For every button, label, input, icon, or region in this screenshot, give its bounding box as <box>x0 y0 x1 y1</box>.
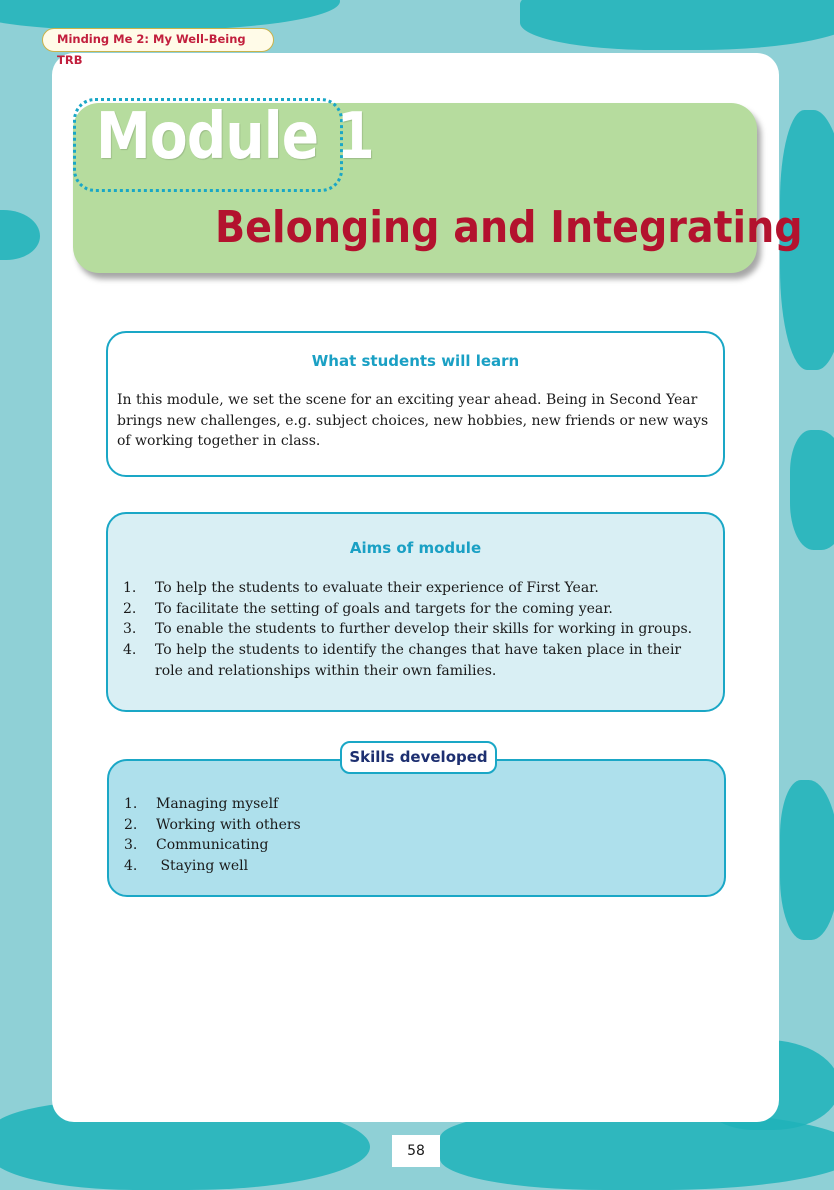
module-number: Module 1 <box>96 100 374 174</box>
learn-text: In this module, we set the scene for an exciting year ahead. Being in Second Year brings new challenges, e.g. subject choices, new hobbies, new friends or new ways of working together in class. <box>117 392 709 449</box>
background-splash <box>0 210 40 260</box>
list-text: To facilitate the setting of goals and targets for the coming year. <box>155 600 613 617</box>
list-item <box>123 640 703 681</box>
learn-box <box>106 331 725 477</box>
list-item <box>123 619 703 640</box>
list-number: 2. <box>124 816 138 833</box>
aims-box <box>106 512 725 712</box>
list-item <box>124 815 704 836</box>
aims-heading: Aims of module <box>349 539 482 557</box>
skills-list <box>124 794 704 877</box>
list-item <box>123 578 703 599</box>
list-number: 4. <box>123 642 137 659</box>
aims-list <box>123 578 703 682</box>
book-title-tag: Minding Me 2: My Well-Being TRB <box>42 28 274 52</box>
list-number: 2. <box>123 600 137 617</box>
list-number: 4. <box>124 858 138 875</box>
list-text: Managing myself <box>156 796 279 812</box>
skills-box <box>107 759 726 897</box>
list-text: Working with others <box>156 816 301 833</box>
list-number: 1. <box>123 580 137 596</box>
list-text: To help the students to identify the changes that have taken place in their role and relationships within their own families. <box>155 642 682 679</box>
list-text: Communicating <box>156 837 269 854</box>
list-number: 3. <box>123 621 137 638</box>
list-number: 1. <box>124 796 138 812</box>
list-text: Staying well <box>156 858 249 875</box>
background-splash <box>780 780 834 940</box>
list-item <box>123 599 703 620</box>
list-number: 3. <box>124 837 138 854</box>
list-item <box>124 794 704 815</box>
list-text: To help the students to evaluate their experience of First Year. <box>155 580 599 596</box>
list-item <box>124 835 704 856</box>
list-text: To enable the students to further develop their skills for working in groups. <box>155 621 693 638</box>
background-splash <box>520 0 834 50</box>
page-number: 58 <box>392 1135 440 1167</box>
list-item <box>124 856 704 877</box>
background-splash <box>0 0 340 30</box>
learn-heading: What students will learn <box>311 352 520 370</box>
module-title: Belonging and Integrating <box>215 202 803 253</box>
skills-heading: Skills developed <box>340 741 497 774</box>
background-splash <box>790 430 834 550</box>
